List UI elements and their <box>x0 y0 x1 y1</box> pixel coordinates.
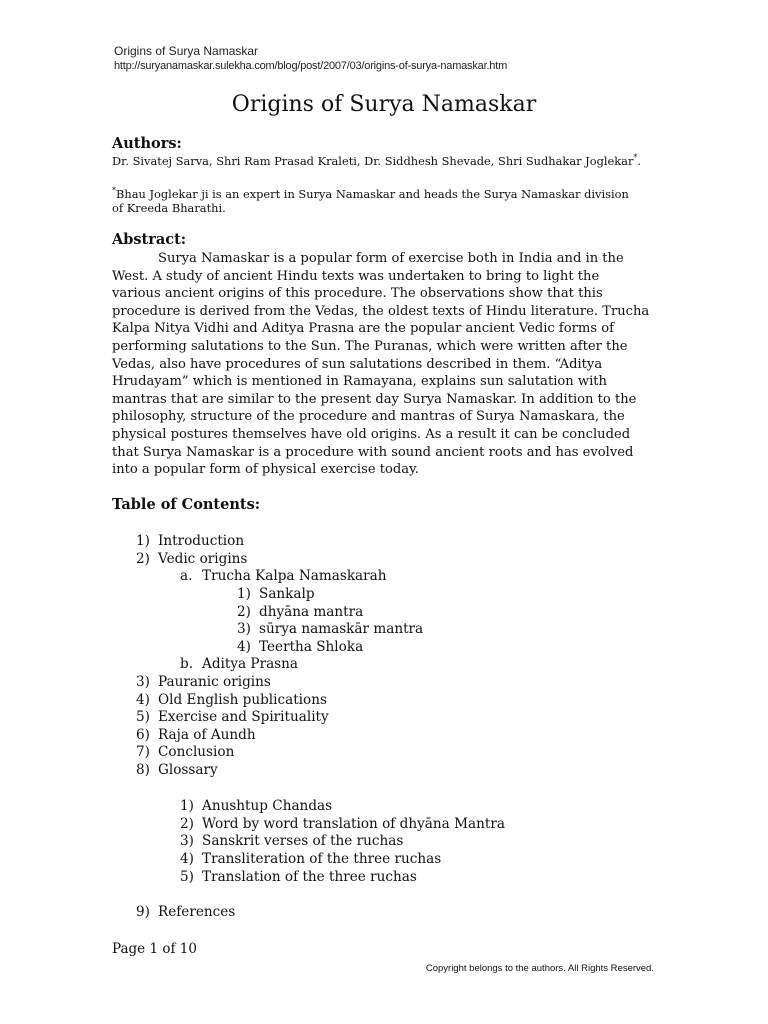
toc-item-label: Old English publications <box>158 692 327 708</box>
toc-item-label: Anushtup Chandas <box>202 798 333 814</box>
toc-item <box>180 568 387 584</box>
toc-item <box>180 656 298 672</box>
toc-item-marker: a. <box>180 568 193 584</box>
toc-item-label: sūrya namaskār mantra <box>259 621 424 637</box>
toc-item-marker: 2) <box>237 604 251 620</box>
toc-item-label: Aditya Prasna <box>202 656 299 672</box>
toc-item-label: Introduction <box>158 533 245 549</box>
toc-item <box>136 762 218 778</box>
toc-item-marker: 8) <box>136 762 150 778</box>
toc-item <box>136 904 235 920</box>
toc-item-marker: 7) <box>136 744 150 760</box>
toc-item-marker: 1) <box>180 798 194 814</box>
toc-item-label: Raja of Aundh <box>158 727 256 743</box>
toc-item-marker: 4) <box>237 639 251 655</box>
abstract-text: Surya Namaskar is a popular form of exercise both in India and in the West. A study of ancient Hindu texts was undertaken to bring to light the various ancient origins of this procedure. The observations show that this procedure is derived from the Vedas, the oldest texts of Hindu literature. Trucha Kalpa Nitya Vidhi and Aditya Prasna are the popular ancient Vedic forms of performing salutations to the Sun. The Puranas, which were written after the Vedas, also have procedures of sun salutations described in them. “Aditya Hrudayam” which is mentioned in Ramayana, explains sun salutation with mantras that are similar to the present day Surya Namaskar. In addition to the philosophy, structure of the procedure and mantras of Surya Namaskara, the physical postures themselves have old origins. As a result it can be concluded that Surya Namaskar is a procedure with sound ancient roots and has evolved into a popular form of physical exercise today. <box>112 251 650 478</box>
abstract-heading: Abstract: <box>112 231 187 248</box>
toc-item <box>136 727 256 743</box>
page-number: Page 1 of 10 <box>112 941 197 957</box>
toc-item <box>237 621 423 637</box>
toc-item-label: dhyāna mantra <box>259 604 364 620</box>
toc-item <box>136 744 234 760</box>
toc-item <box>180 798 332 814</box>
toc-item-label: Glossary <box>158 762 218 778</box>
toc-heading: Table of Contents: <box>112 496 261 513</box>
toc-item <box>237 639 363 655</box>
toc-item-label: Translation of the three ruchas <box>202 869 417 885</box>
document-title: Origins of Surya Namaskar <box>231 92 537 117</box>
toc-item-label: Sankalp <box>259 586 315 602</box>
toc-item <box>180 869 417 885</box>
toc-item-label: Conclusion <box>158 744 235 760</box>
toc-item-marker: 5) <box>180 869 194 885</box>
toc-item-marker: 9) <box>136 904 150 920</box>
toc-item <box>180 816 505 832</box>
toc-item-marker: 1) <box>136 533 150 549</box>
toc-item-label: Sanskrit verses of the ruchas <box>202 833 404 849</box>
toc-item <box>180 851 441 867</box>
toc-item-label: Exercise and Spirituality <box>158 709 329 725</box>
toc-item-marker: 6) <box>136 727 150 743</box>
toc-item <box>136 551 247 567</box>
toc-item-label: Transliteration of the three ruchas <box>202 851 442 867</box>
toc-item-label: Teertha Shloka <box>259 639 364 655</box>
authors-names: Dr. Sivatej Sarva, Shri Ram Prasad Kraleti, Dr. Siddhesh Shevade, Shri Sudhakar Joglekar*. <box>112 153 642 168</box>
toc-item <box>237 586 315 602</box>
toc-item <box>180 833 403 849</box>
running-header-url[interactable]: http://suryanamaskar.sulekha.com/blog/post/2007/03/origins-of-surya-namaskar.htm <box>114 60 508 72</box>
toc-item-label: Trucha Kalpa Namaskarah <box>202 568 387 584</box>
toc-item-marker: 2) <box>136 551 150 567</box>
running-header-title: Origins of Surya Namaskar <box>114 44 259 58</box>
toc-item <box>136 533 244 549</box>
toc-item-marker: 4) <box>136 692 150 708</box>
toc-item-marker: 2) <box>180 816 194 832</box>
toc-item <box>237 604 363 620</box>
authors-heading: Authors: <box>112 135 182 152</box>
toc-item-label: Word by word translation of dhyāna Mantra <box>202 816 505 832</box>
toc-item-marker: 3) <box>136 674 150 690</box>
toc-item-marker: 5) <box>136 709 150 725</box>
toc-item-label: References <box>158 904 236 920</box>
toc-item <box>136 674 271 690</box>
copyright-notice: Copyright belongs to the authors. All Rights Reserved. <box>425 963 654 974</box>
toc-item-marker: b. <box>180 656 194 672</box>
toc-item-marker: 4) <box>180 851 194 867</box>
toc-item-label: Vedic origins <box>158 551 248 567</box>
author-note: *Bhau Joglekar ji is an expert in Surya Namaskar and heads the Surya Namaskar division of Kreeda Bharathi. <box>112 186 629 215</box>
toc-item <box>136 709 329 725</box>
toc-item-marker: 3) <box>180 833 194 849</box>
toc-item-marker: 1) <box>237 586 251 602</box>
toc-item-label: Pauranic origins <box>158 674 271 690</box>
toc-item-marker: 3) <box>237 621 251 637</box>
toc-item <box>136 692 327 708</box>
